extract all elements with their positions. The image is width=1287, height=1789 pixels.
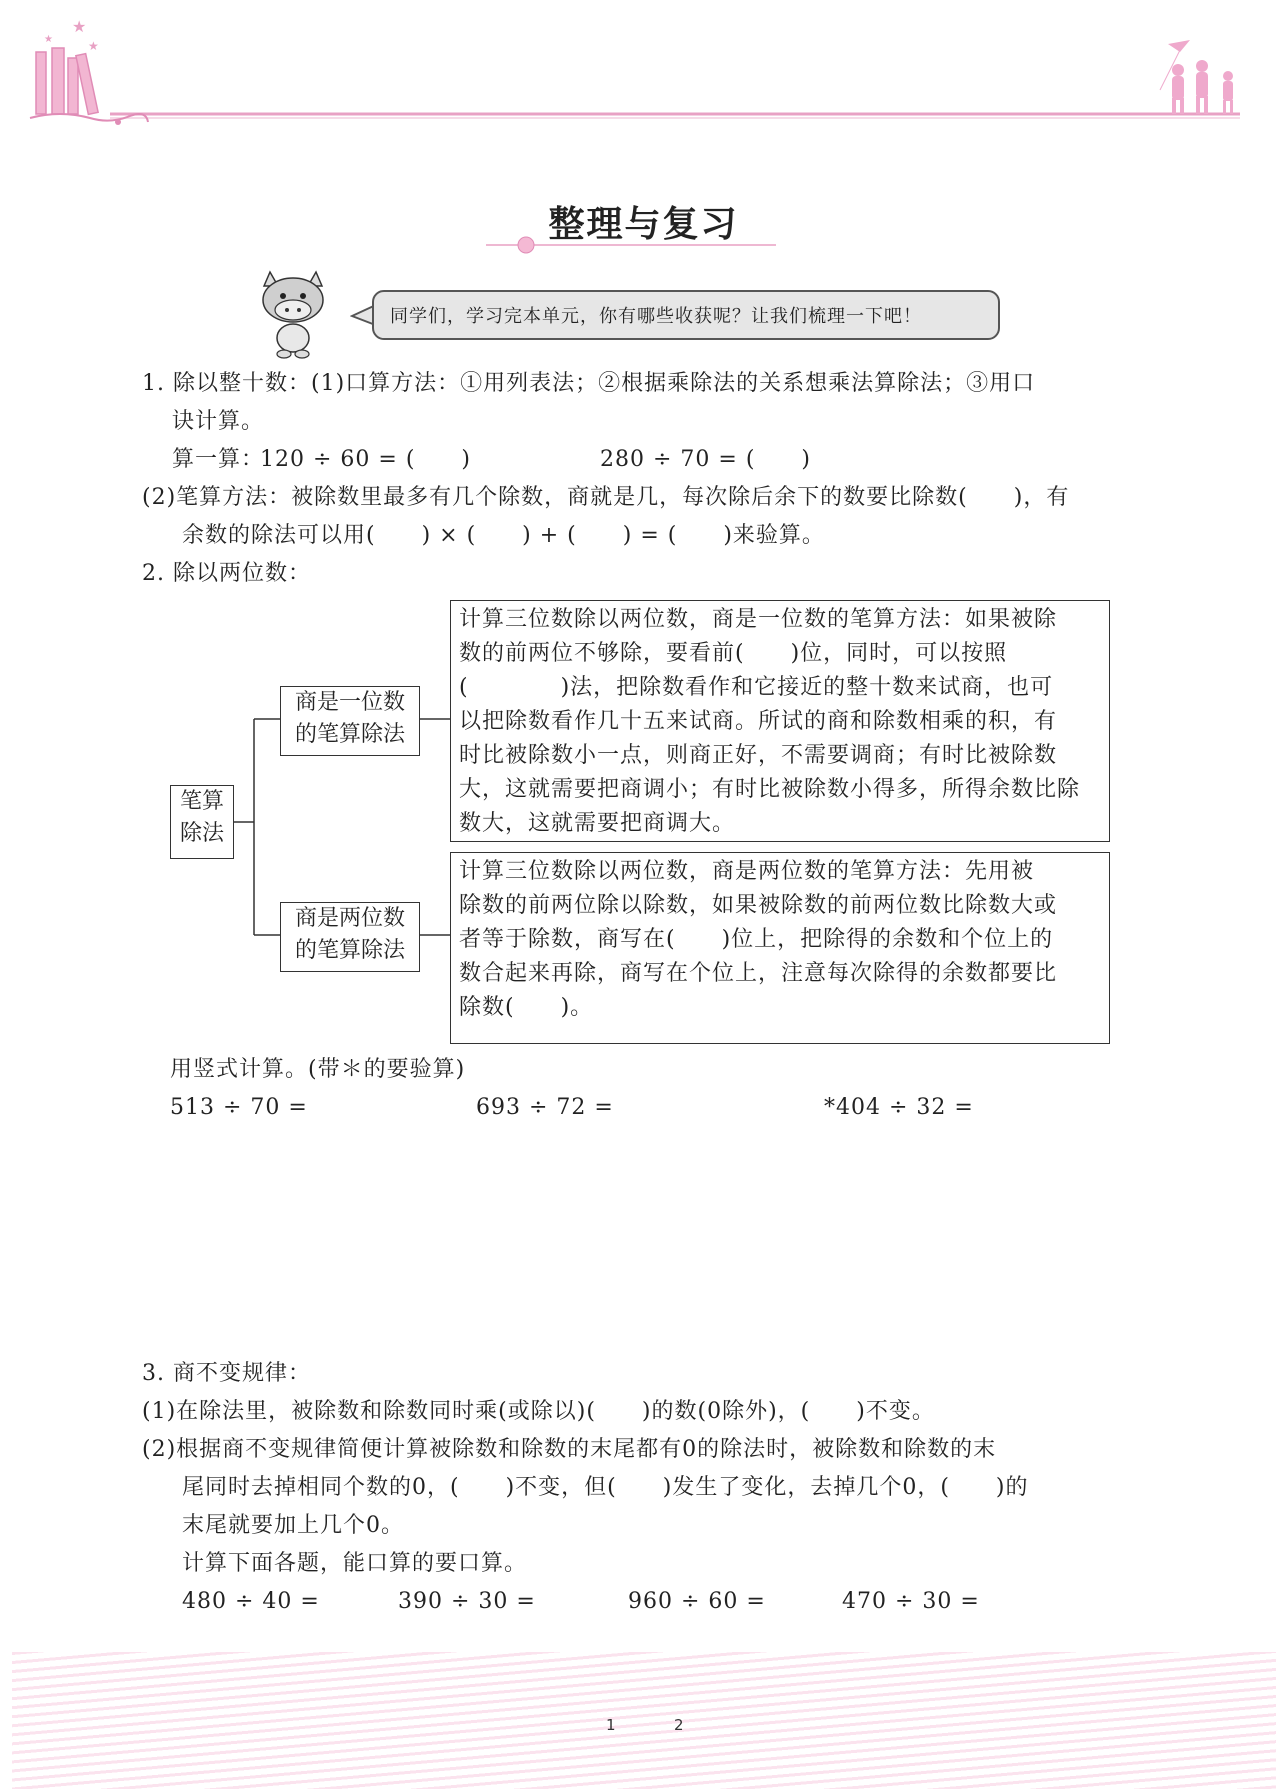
box2-line: 数合起来再除，商写在个位上，注意每次除得的余数都要比 [459, 961, 1058, 986]
section1-line2: 诀计算。 [172, 409, 265, 434]
practice2-item: *404 ÷ 32 = [824, 1095, 974, 1120]
branch2-line1: 商是两位数 [294, 906, 405, 931]
page-number-right: 2 [674, 1716, 684, 1734]
section1-line4: 余数的除法可以用( ) × ( ) + ( ) = ( )来验算。 [182, 523, 825, 548]
method-box-2 [450, 852, 1110, 1044]
section3-line2: (2)根据商不变规律简便计算被除数和除数的末尾都有0的除法时，被除数和除数的末 [142, 1437, 997, 1462]
box1-line: 数大，这就需要把商调大。 [459, 811, 736, 836]
root-label-line2: 除法 [179, 821, 224, 846]
box2-line: 者等于除数，商写在( )位上，把除得的余数和个位上的 [459, 927, 1054, 952]
practice2-item: 513 ÷ 70 = [170, 1095, 308, 1120]
branch1-line2: 的笔算除法 [294, 722, 405, 747]
page-title: 整理与复习 [548, 203, 739, 245]
box1-line: 计算三位数除以两位数，商是一位数的笔算方法：如果被除 [459, 607, 1058, 632]
box1-line: 时比被除数小一点，则商正好，不需要调商；有时比被除数 [459, 743, 1058, 768]
section1-line1: 1. 除以整十数：(1)口算方法：①用列表法；②根据乘除法的关系想乘法算除法；③用口 [142, 371, 1036, 396]
calc-a: 120 ÷ 60 = ( ) [260, 447, 471, 472]
box1-line: 以把除数看作几十五来试商。所试的商和除数相乘的积，有 [459, 709, 1058, 734]
practice3-label: 计算下面各题，能口算的要口算。 [182, 1551, 528, 1576]
section3-heading: 3. 商不变规律： [142, 1361, 311, 1386]
practice3-item: 390 ÷ 30 = [398, 1589, 536, 1614]
svg-text:★: ★ [44, 34, 53, 45]
branch2-line2: 的笔算除法 [294, 938, 405, 963]
branch2-label [280, 902, 420, 972]
method-box-1 [450, 600, 1110, 842]
practice3-item: 960 ÷ 60 = [628, 1589, 766, 1614]
calc-b: 280 ÷ 70 = ( ) [600, 447, 811, 472]
calc-label: 算一算： [172, 447, 265, 472]
svg-text:★: ★ [88, 39, 99, 53]
box1-line: 数的前两位不够除，要看前( )位，同时，可以按照 [459, 641, 1008, 666]
branch1-label [280, 686, 420, 756]
practice3-item: 480 ÷ 40 = [182, 1589, 320, 1614]
box2-line: 计算三位数除以两位数，商是两位数的笔算方法：先用被 [459, 859, 1035, 884]
box1-line: ( )法，把除数看作和它接近的整十数来试商，也可 [459, 675, 1054, 700]
practice3-item: 470 ÷ 30 = [842, 1589, 980, 1614]
footer-band [12, 1652, 1276, 1789]
box1-line: 大，这就需要把商调小；有时比被除数小得多，所得余数比除 [459, 777, 1081, 802]
section3-line3: 尾同时去掉相同个数的0，( )不变，但( )发生了变化，去掉几个0，( )的 [182, 1475, 1029, 1500]
section3-line1: (1)在除法里，被除数和除数同时乘(或除以)( )的数(0除外)，( )不变。 [142, 1399, 935, 1424]
root-label [170, 785, 234, 859]
practice2-label: 用竖式计算。(带＊的要验算) [170, 1057, 466, 1082]
section1-line3: (2)笔算方法：被除数里最多有几个除数，商就是几，每次除后余下的数要比除数( )，有 [142, 485, 1070, 510]
branch1-line1: 商是一位数 [294, 690, 405, 715]
section3-line4: 末尾就要加上几个0。 [182, 1513, 404, 1538]
svg-text:★: ★ [72, 17, 87, 36]
intro-bubble: 同学们，学习完本单元，你有哪些收获呢？让我们梳理一下吧！ [372, 290, 1000, 340]
practice2-item: 693 ÷ 72 = [476, 1095, 614, 1120]
root-label-line1: 笔算 [179, 789, 224, 814]
box2-line: 除数的前两位除以除数，如果被除数的前两位数比除数大或 [459, 893, 1058, 918]
box2-line: 除数( )。 [459, 995, 594, 1020]
section2-heading: 2. 除以两位数： [142, 561, 311, 586]
page-number-left: 1 [606, 1716, 616, 1734]
